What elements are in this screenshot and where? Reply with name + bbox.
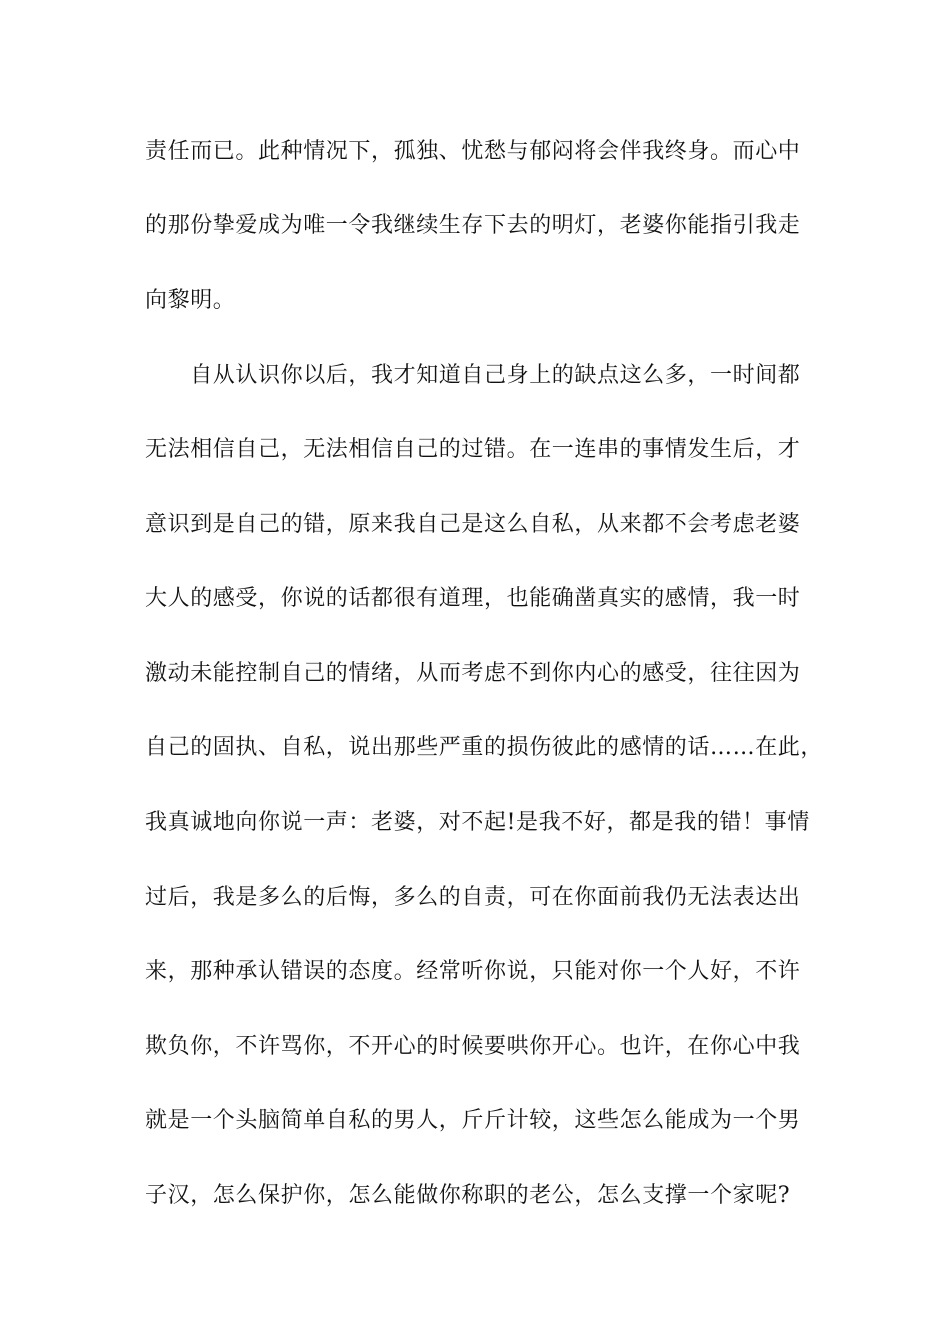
text-line: 过后，我是多么的后悔，多么的自责，可在你面前我仍无法表达出	[145, 885, 801, 910]
text-line: 大人的感受，你说的话都很有道理，也能确凿真实的感情，我一时	[145, 586, 801, 611]
text-line: 无法相信自己，无法相信自己的过错。在一连串的事情发生后，才	[145, 437, 801, 462]
text-line: 来，那种承认错误的态度。经常听你说，只能对你一个人好，不许	[145, 959, 801, 984]
text-line: 激动未能控制自己的情绪，从而考虑不到你内心的感受，往往因为	[145, 661, 801, 686]
text-line: 意识到是自己的错，原来我自己是这么自私，从来都不会考虑老婆	[145, 512, 801, 537]
text-line: 向黎明。	[145, 288, 236, 313]
text-line: 就是一个头脑简单自私的男人，斤斤计较，这些怎么能成为一个男	[145, 1108, 801, 1133]
text-line: 的那份挚爱成为唯一令我继续生存下去的明灯，老婆你能指引我走	[145, 213, 801, 238]
text-line: 责任而已。此种情况下，孤独、忧愁与郁闷将会伴我终身。而心中	[145, 139, 801, 164]
text-line: 自己的固执、自私，说出那些严重的损伤彼此的感情的话……在此，	[145, 735, 824, 760]
text-line: 我真诚地向你说一声：老婆，对不起!是我不好，都是我的错！事情	[145, 810, 810, 835]
text-line: 子汉，怎么保护你，怎么能做你称职的老公，怎么支撑一个家呢?	[145, 1183, 791, 1208]
text-line: 自从认识你以后，我才知道自己身上的缺点这么多，一时间都	[145, 363, 801, 388]
text-line: 欺负你，不许骂你，不开心的时候要哄你开心。也许，在你心中我	[145, 1034, 801, 1059]
